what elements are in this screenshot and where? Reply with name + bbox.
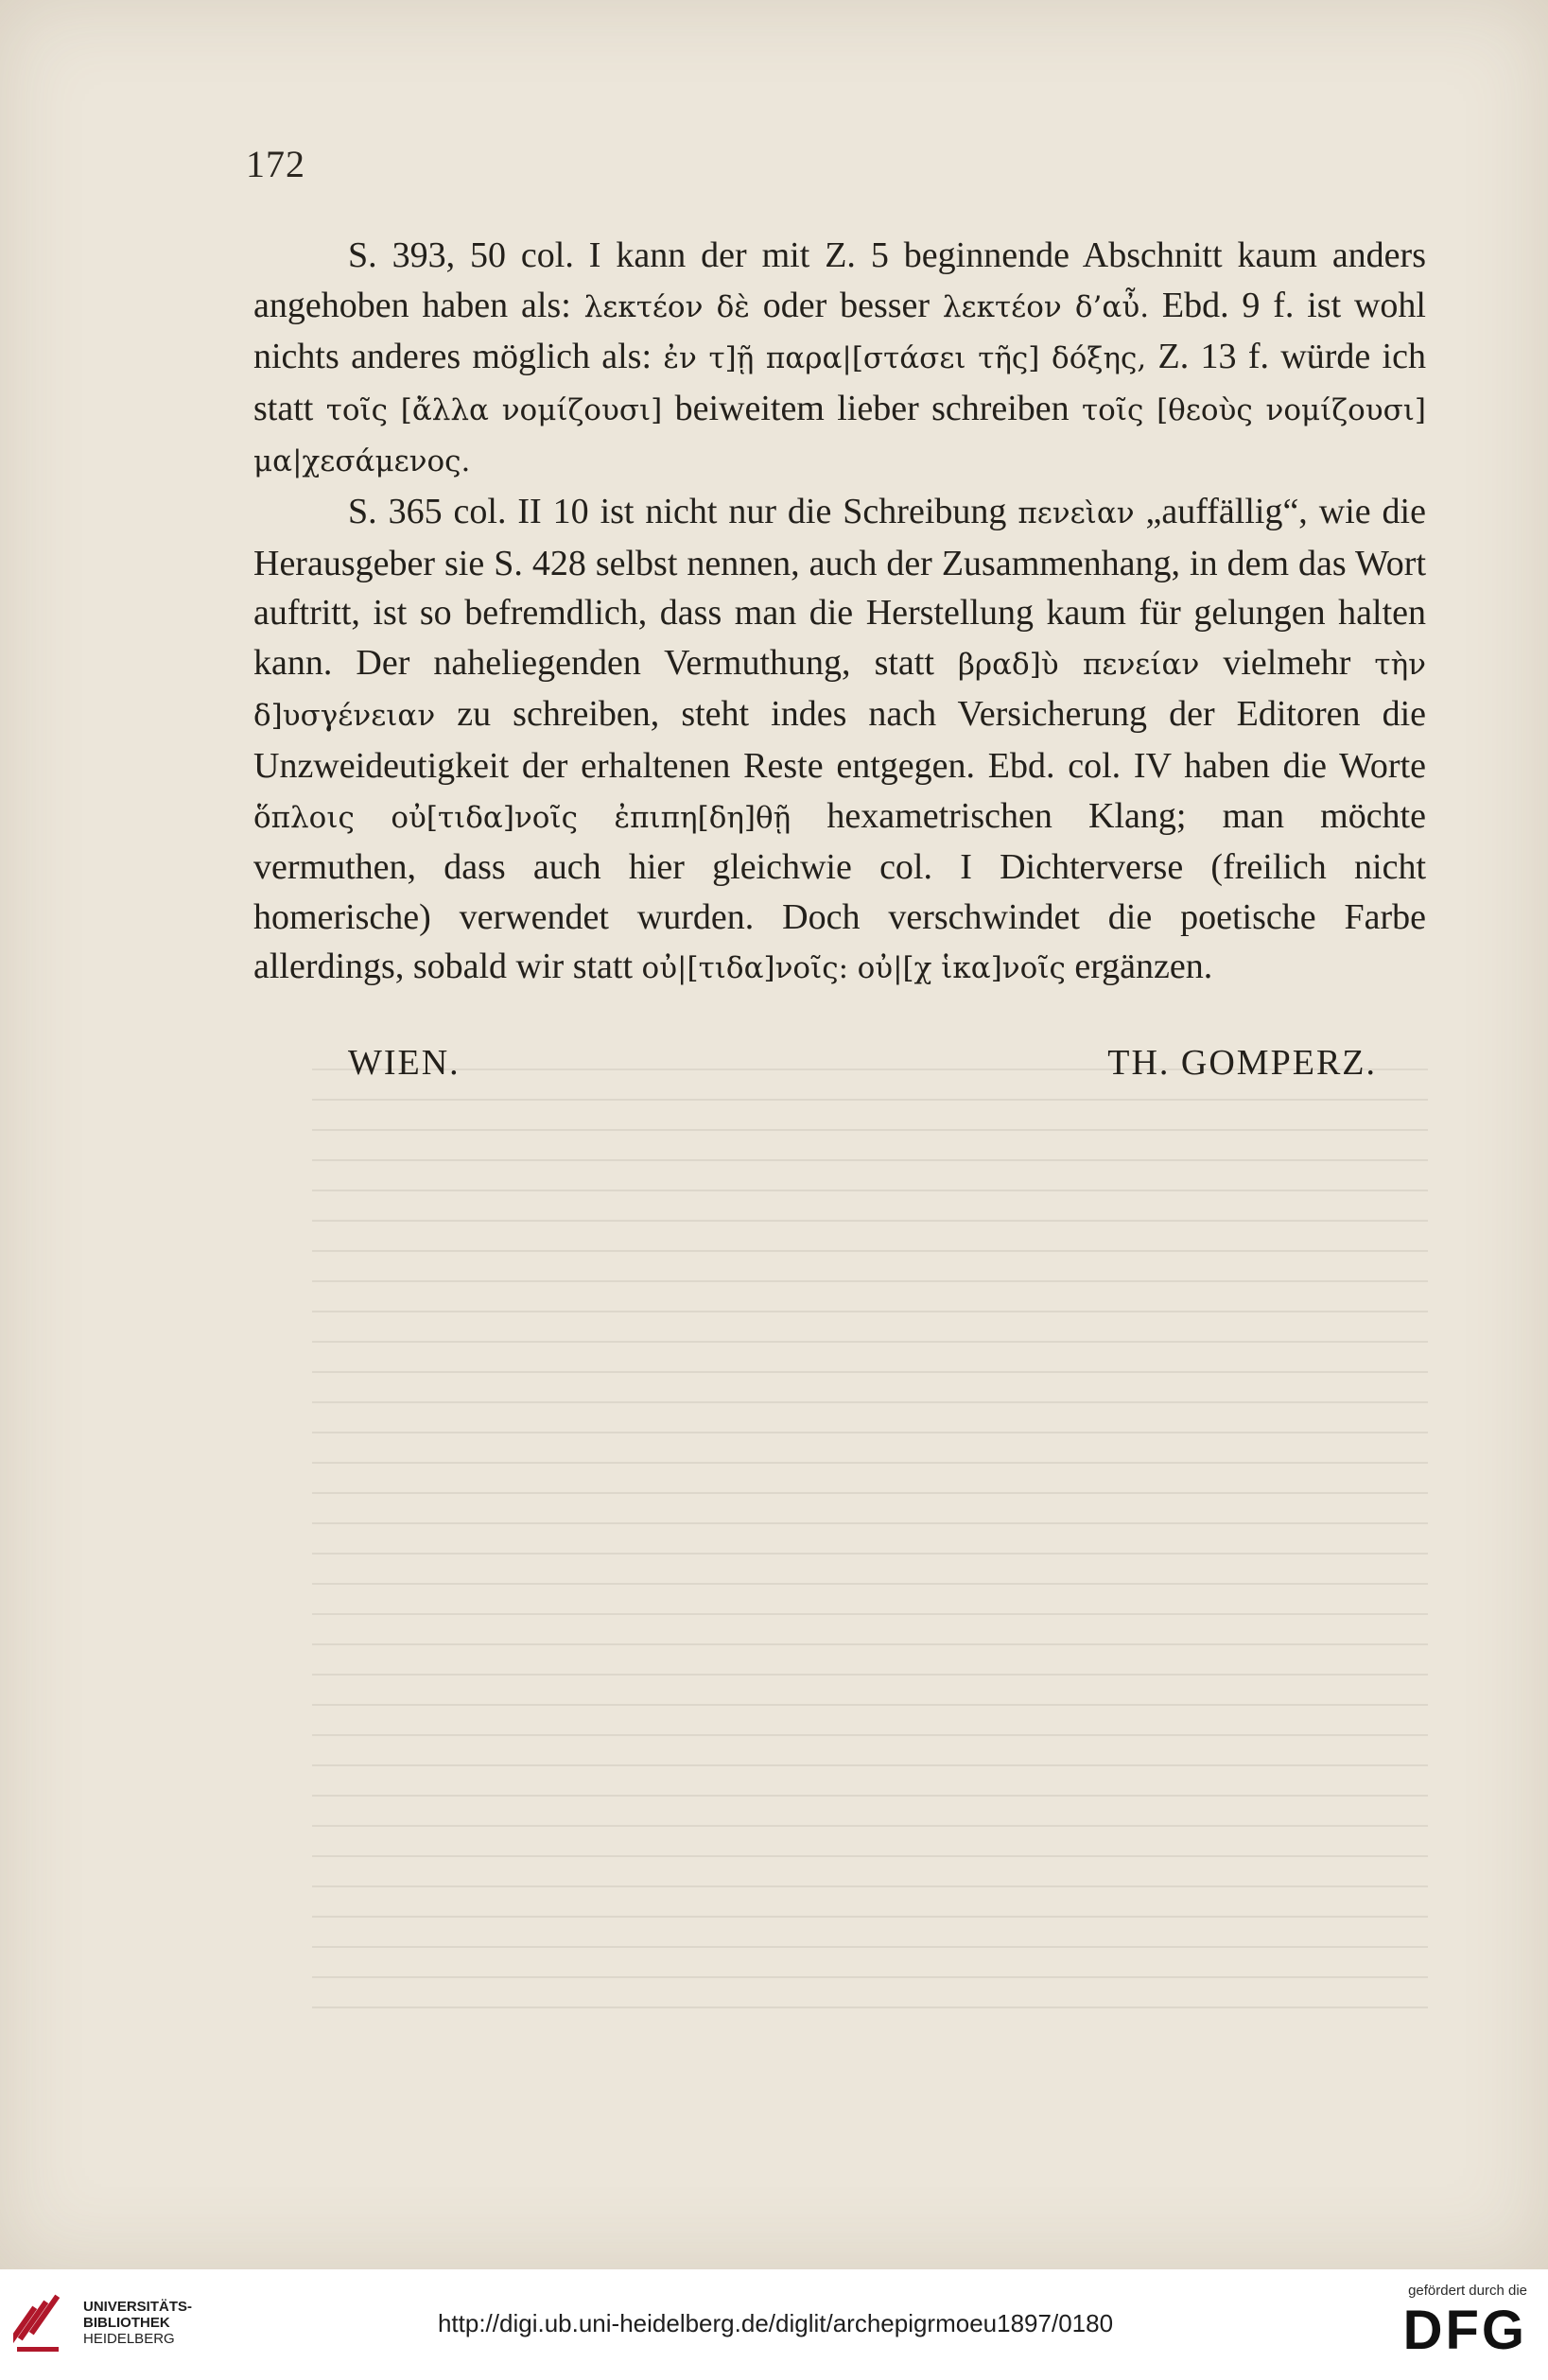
library-name: [83, 2299, 192, 2347]
greek-segment: τὴν δ]υσγένειαν: [253, 647, 1426, 734]
text-segment: ergänzen.: [1065, 947, 1213, 987]
paragraph-2: [253, 487, 1426, 994]
greek-segment: λεκτέον δὲ: [583, 289, 750, 324]
permalink-url[interactable]: http://digi.ub.uni-heidelberg.de/diglit/archepigrmoeu1897/0180: [437, 2309, 1114, 2337]
greek-segment: οὐ|[τιδα]νοῖς:: [641, 951, 849, 986]
signature-place: WIEN.: [348, 1043, 461, 1083]
greek-segment: βραδ]ὺ πενείαν: [957, 647, 1200, 682]
greek-segment: τοῖς [θεοὺς νομίζουσι] μα|χεσάμενος.: [253, 392, 1427, 479]
greek-segment: οὐ|[χ ἱκα]νοῖς: [857, 951, 1066, 986]
signature-author: TH. GOMPERZ.: [1107, 1043, 1377, 1083]
greek-segment: λεκτέον δ’αὖ.: [942, 289, 1150, 324]
paragraph-1: [253, 231, 1426, 487]
text-segment: S. 365 col. II 10 ist nicht nur die Schreibung: [348, 491, 1018, 531]
funding-credit: [1366, 2283, 1527, 2361]
greek-segment: τοῖς [ἄλλα νομίζουσι]: [325, 392, 663, 427]
text-segment: hexametrischen Klang; man möchte vermuthen, dass auch hier gleichwie col. I Dichterverse (freilich nicht homerische) verwendet wurden. Doch verschwindet die poetische Farbe allerdings, sobald wir statt: [253, 795, 1426, 987]
text-segment: vielmehr: [1199, 642, 1375, 683]
library-logo[interactable]: [13, 2288, 192, 2356]
text-segment: Ebd. 9 f. ist wohl nichts anderes möglich als:: [253, 285, 1426, 377]
dfg-logo[interactable]: DFG: [1402, 2300, 1527, 2361]
text-segment: S. 393, 50 col. I kann der mit Z. 5 beginnende Abschnitt kaum anders angehoben haben als:: [253, 235, 1426, 325]
library-emblem-icon: [13, 2288, 68, 2356]
library-name-line-3: HEIDELBERG: [83, 2330, 175, 2347]
article-body: [253, 231, 1426, 994]
text-segment: „auffällig“, wie die Herausgeber sie S. 428 selbst nennen, auch der Zusammenhang, in dem das Wort auftritt, ist so befremdlich, dass man die Herstellung kaum für gelungen halten kann. Der naheliegenden Vermuthung, statt: [253, 491, 1426, 683]
funding-caption: gefördert durch die: [1408, 2283, 1527, 2299]
greek-segment: ἐν τ]ῇ παρα|[στάσει τῆς] δόξης,: [663, 341, 1147, 376]
page-number: 172: [246, 143, 305, 185]
library-name-line-2: BIBLIOTHEK: [83, 2314, 170, 2331]
greek-segment: πενεὶαν: [1018, 495, 1135, 530]
text-segment: [848, 947, 858, 986]
text-segment: beiweitem lieber schreiben: [662, 388, 1083, 428]
text-segment: zu schreiben, steht indes nach Versicherung der Editoren die Unzweideutigkeit der erhaltenen Reste entgegen. Ebd. col. IV haben die Worte: [253, 694, 1426, 786]
show-through-text: [312, 1068, 1428, 2109]
library-name-line-1: UNIVERSITÄTS-: [83, 2298, 193, 2315]
text-segment: Z. 13 f. würde ich statt: [253, 337, 1426, 428]
viewer-footer: [0, 2269, 1548, 2380]
signature-line: [348, 1042, 1377, 1084]
text-segment: oder besser: [749, 285, 943, 325]
greek-segment: ὅπλοις οὐ[τιδα]νοῖς ἐπιπη[δη]θῇ: [253, 800, 791, 835]
